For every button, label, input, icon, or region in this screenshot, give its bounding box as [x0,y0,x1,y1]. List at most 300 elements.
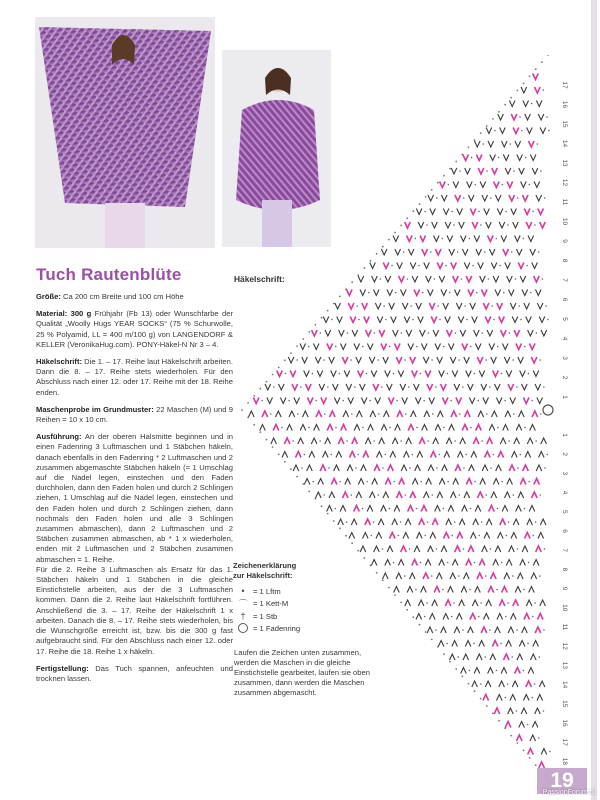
stitch-group-icon [517,155,527,161]
stitch-group-icon [526,600,536,606]
stitch-group-icon [350,452,360,458]
stitch-group-icon [371,371,377,377]
stitch-group-icon [408,506,418,512]
stitch-group-icon [445,222,455,228]
stitch-group-icon [422,249,432,255]
stitch-group-icon [470,303,476,309]
stitch-group-icon [485,317,495,323]
stitch-group-icon [449,249,459,255]
row-number-label: 6 [561,529,568,533]
stitch-group-icon [532,263,538,269]
stitch-group-icon [298,438,304,444]
stitch-group-icon [478,263,484,269]
stitch-group-icon [336,452,342,458]
stitch-group-icon [535,87,545,93]
row-number-label: 8 [561,258,568,263]
stitch-group-icon [377,452,387,458]
stitch-group-icon [389,303,395,309]
stitch-group-icon [523,101,533,107]
stitch-group-icon [387,290,397,296]
stitch-group-icon [432,519,438,525]
stitch-group-icon [434,236,444,242]
stitch-group-icon [383,492,389,498]
stitch-group-icon [500,519,510,525]
stitch-group-icon [427,627,437,633]
stitch-group-icon [504,357,514,363]
legend-heading: Zeichenerklärung zur Häkelschrift: [233,561,297,580]
edge-dot-icon [370,260,372,262]
stitch-group-icon [394,587,400,593]
stitch-group-icon [401,546,411,552]
stitch-group-icon [466,276,472,282]
stitch-group-icon [331,371,341,377]
stitch-group-icon [447,330,457,336]
stitch-group-icon [428,195,438,201]
stitch-group-icon [375,303,385,309]
stitch-group-icon [433,438,439,444]
stitch-group-icon [530,155,536,161]
stitch-group-icon [357,411,363,417]
stitch-group-icon [530,654,540,660]
stitch-group-icon [362,533,372,539]
stitch-group-icon [471,452,477,458]
edge-dot-icon [468,146,470,148]
stitch-group-icon [509,195,519,201]
edge-dot-icon [259,388,261,390]
stitch-group-icon [280,398,290,404]
row-number-label: 12 [561,642,568,650]
stitch-group-icon [461,587,471,593]
stitch-group-icon [515,668,525,674]
stitch-group-icon [524,614,534,620]
stitch-group-icon [284,438,294,444]
stitch-group-icon [341,425,347,431]
stitch-group-icon [412,371,422,377]
stitch-group-icon [533,74,539,80]
watermark-credit: PassionForum.ru [542,789,596,796]
stitch-group-icon [412,276,418,282]
stitch-group-icon [495,546,501,552]
stitch-group-icon [343,411,353,417]
stitch-group-icon [492,641,502,647]
stitch-group-icon [446,519,456,525]
stitch-group-icon [508,627,518,633]
stitch-group-icon [437,492,443,498]
stitch-group-icon [296,452,306,458]
stitch-group-icon [537,303,547,309]
row-number-label: 15 [561,120,568,128]
stitch-group-icon [500,438,510,444]
stitch-group-icon [529,506,535,512]
stitch-group-icon [373,384,383,390]
row-number-label: 16 [561,719,568,727]
stitch-group-icon [482,546,492,552]
edge-dot-icon [327,310,329,312]
stitch-group-icon [340,506,346,512]
stitch-group-icon [342,357,352,363]
edge-dot-icon [498,111,500,113]
edge-dot-icon [529,75,531,77]
stitch-group-icon [497,303,503,309]
row-number-label: 2 [561,375,568,380]
stitch-group-icon [354,425,364,431]
stitch-group-icon [472,222,482,228]
edge-dot-icon [388,587,390,589]
legend-symbol-icon: † [240,611,246,622]
stitch-group-icon [525,452,531,458]
stitch-group-icon [333,384,339,390]
stitch-group-icon [370,411,380,417]
row-number-label: 7 [561,278,568,282]
stitch-group-icon [480,479,486,485]
stitch-group-icon [458,317,468,323]
edge-dot-icon [351,542,353,544]
stitch-group-icon [304,479,314,485]
stitch-group-icon [541,330,547,336]
stitch-group-icon [475,506,481,512]
stitch-group-icon [491,492,497,498]
stitch-group-icon [435,344,445,350]
stitch-group-icon [404,317,414,323]
edge-dot-icon [241,409,243,411]
stitch-group-icon [348,303,358,309]
stitch-group-icon [535,290,541,296]
stitch-group-icon [483,303,493,309]
legend-note: Laufen die Zeichen unten zusammen, werden die Maschen in die gleiche Einstichstelle gearbeitet, laufen sie oben zusammen, dann werden die Maschen zusammen abgemascht. [234,648,370,697]
edge-dot-icon [364,267,366,269]
stitch-group-icon [405,519,411,525]
stitch-group-icon [512,317,522,323]
edge-dot-icon [431,639,433,641]
stitch-group-icon [318,479,324,485]
stitch-group-icon [379,330,385,336]
execution-paragraph-2: Für die 2. Reihe 3 Luftmaschen als Ersatz für das 1. Stäbchen häkeln und 1 Stäbchen in die gleiche Einstichstelle arbeiten, aus der die 3 Luftmaschen kommen. Dann die 2. Reihe laut Häkelschrift fortführen. Anschließend die 3. – 17. Reihe der Häkelschrift 1 x arbeiten. Danach die 8. – 17. Reihe stets wiederholen, bis die Wunschgröße erreicht ist, bzw. bis die 300 g fast aufgebraucht sind. Für den Abschluss nach einer 12. oder 17. Reihe die 18. Reihe 1 x häkeln. [36,564,233,656]
row-number-label: 14 [561,680,568,689]
stitch-group-icon [493,371,503,377]
material-paragraph: Material: 300 g Frühjahr (Fb 13) oder Wunschfarbe der Qualität „Woolly Hugs YEAR SOCKS“ (75 % Schurwolle, 25 % Polyamid, LL = 400 m/100 g) von LANGENDORF & KELLER (VeronikaHug.com). PONY-Häkel-N Nr 3 – 4. [36,309,233,349]
stitch-group-icon [423,573,433,579]
stitch-group-icon [400,290,406,296]
stitch-group-icon [339,330,349,336]
row-number-label: 5 [561,317,568,321]
stitch-group-icon [461,668,471,674]
stitch-group-icon [434,587,444,593]
stitch-group-icon [486,519,492,525]
stitch-group-icon [349,533,355,539]
stitch-group-icon [337,317,343,323]
stitch-group-icon [288,357,298,363]
stitch-group-icon [385,371,395,377]
row-number-label: 16 [561,100,568,109]
stitch-group-icon [502,587,508,593]
stitch-group-icon [455,546,465,552]
row-number-label: 11 [561,198,568,206]
edge-dot-icon [357,274,359,276]
stitch-group-icon [320,465,330,471]
stitch-group-icon [279,384,285,390]
edge-dot-icon [437,646,439,648]
stitch-group-icon [397,411,407,417]
stitch-group-icon [468,627,474,633]
stitch-group-icon [474,668,480,674]
stitch-group-icon [372,276,382,282]
stitch-group-icon [441,627,447,633]
stitch-group-icon [490,573,496,579]
stitch-group-icon [428,546,438,552]
row-number-label: 10 [561,604,568,612]
stitch-group-icon [392,519,402,525]
stitch-group-icon [513,600,519,606]
stitch-group-icon [462,344,472,350]
stitch-group-icon [334,465,340,471]
stitch-group-icon [363,452,369,458]
stitch-group-icon [522,195,528,201]
stitch-group-icon [382,573,388,579]
stitch-group-icon [340,344,346,350]
stitch-group-icon [522,627,528,633]
stitch-group-icon [513,128,523,134]
edge-dot-icon [327,513,329,515]
stitch-group-icon [385,479,395,485]
stitch-group-icon [317,371,323,377]
page-edge-strip [591,0,597,800]
stitch-group-icon [505,722,511,728]
stitch-group-icon [408,249,414,255]
stitch-group-icon [483,398,489,404]
row-number-label: 8 [561,567,568,572]
stitch-group-icon [307,398,317,404]
stitch-group-icon [425,371,431,377]
stitch-group-icon [439,371,449,377]
stitch-group-icon [421,587,427,593]
stitch-group-icon [501,330,511,336]
stitch-group-icon [370,263,376,269]
stitch-group-icon [520,479,530,485]
row-number-label: 9 [561,586,568,591]
stitch-group-icon [495,290,505,296]
stitch-group-icon [489,506,499,512]
stitch-group-icon [452,641,458,647]
stitch-group-icon [424,411,434,417]
stitch-group-icon [537,695,543,701]
stitch-group-icon [374,546,384,552]
row-number-label: 7 [561,548,568,553]
stitch-group-icon [377,317,387,323]
stitch-group-icon [451,263,457,269]
stitch-group-icon [538,533,544,539]
stitch-group-icon [501,236,507,242]
edge-dot-icon [339,528,341,530]
stitch-group-icon [496,695,506,701]
edge-dot-icon [290,468,292,470]
row-number-label: 1 [561,395,568,399]
stitch-group-icon [430,209,436,215]
stitch-group-icon [358,371,368,377]
stitch-group-icon [485,452,495,458]
stitch-group-icon [536,546,546,552]
stitch-group-icon [521,708,527,714]
stitch-group-icon [534,479,540,485]
edge-dot-icon [321,317,323,319]
row-number-label: 9 [561,239,568,243]
stitch-group-icon [426,479,432,485]
stitch-group-icon [473,438,483,444]
stitch-group-icon [478,411,488,417]
stitch-group-icon [424,263,430,269]
stitch-group-icon [503,249,513,255]
stitch-group-icon [427,290,433,296]
stitch-group-icon [520,560,530,566]
stitch-group-icon [497,533,507,539]
stitch-group-icon [429,614,435,620]
stitch-group-icon [462,506,472,512]
stitch-group-icon [530,425,536,431]
stitch-group-icon [477,492,487,498]
stitch-group-icon [505,168,515,174]
row-number-label: 18 [561,757,568,766]
stitch-group-icon [393,236,399,242]
stitch-group-icon [372,479,378,485]
stitch-group-icon [249,411,255,417]
stitch-group-icon [463,654,469,660]
legend-label: = 1 Lftm [253,586,281,596]
stitch-group-icon [492,411,498,417]
stitch-group-icon [491,357,497,363]
stitch-group-icon [399,276,409,282]
stitch-group-icon [430,533,436,539]
stitch-group-icon [302,357,308,363]
stitch-group-icon [488,587,498,593]
finish-paragraph: Fertigstellung: Das Tuch spannen, anfeuchten und trocknen lassen. [36,663,233,683]
stitch-group-icon [493,560,503,566]
stitch-group-icon [482,465,492,471]
stitch-group-icon [520,276,526,282]
stitch-group-icon [490,654,496,660]
stitch-group-icon [533,641,539,647]
edge-dot-icon [253,395,255,397]
stitch-group-icon [457,533,463,539]
stitch-group-icon [416,533,426,539]
stitch-group-icon [427,384,437,390]
stitch-group-icon [419,438,429,444]
stitch-group-icon [516,344,526,350]
edge-dot-icon [345,288,347,290]
stitch-group-icon [441,195,447,201]
stitch-group-icon [327,344,337,350]
stitch-group-icon [345,479,351,485]
stitch-group-icon [365,519,375,525]
stitch-group-icon [262,411,272,417]
stitch-group-icon [469,465,475,471]
stitch-group-icon [523,465,529,471]
stitch-group-icon [391,317,397,323]
stitch-group-icon [489,344,499,350]
stitch-group-icon [499,317,505,323]
stitch-group-icon [522,546,528,552]
stitch-group-icon [448,344,454,350]
stitch-group-icon [465,411,471,417]
stitch-group-icon [535,384,545,390]
chart-paragraph: Häkelschrift: Die 1. – 17. Reihe laut Häkelschrift arbeiten. Dann die 8. – 17. Reihe stets wiederholen. Für den Abschluss nach einer 12. oder 17. Reihe mit der 18. Reihe enden. [36,357,233,397]
stitch-group-icon [379,438,385,444]
stitch-group-icon [540,222,546,228]
stitch-group-icon [346,384,356,390]
stitch-group-icon [314,425,320,431]
stitch-group-icon [511,533,517,539]
stitch-group-icon [407,587,417,593]
stitch-group-icon [344,371,350,377]
stitch-group-icon [486,222,492,228]
stitch-group-icon [509,101,515,107]
stitch-group-icon [526,317,532,323]
stitch-group-icon [383,263,393,269]
stitch-group-icon [351,519,357,525]
edge-dot-icon [517,90,519,92]
stitch-group-icon [524,303,530,309]
row-number-label: 13 [561,661,568,670]
row-number-label: 2 [561,452,568,457]
stitch-group-icon [458,452,468,458]
stitch-group-icon [360,290,370,296]
stitch-group-icon [513,519,519,525]
stitch-group-icon [495,384,501,390]
edge-dot-icon [394,594,396,596]
stitch-group-icon [425,560,431,566]
stitch-group-icon [514,330,520,336]
stitch-group-icon [392,438,402,444]
legend-item [233,623,383,636]
stitch-group-icon [454,627,464,633]
stitch-group-icon [501,668,507,674]
stitch-group-icon [505,263,511,269]
stitch-group-icon [378,519,384,525]
stitch-group-icon [361,465,367,471]
stitch-group-icon [309,452,315,458]
edge-dot-icon [498,720,500,722]
stitch-group-icon [282,452,288,458]
stitch-group-icon [397,263,403,269]
edge-dot-icon [394,232,396,234]
edge-dot-icon [247,417,249,419]
edge-dot-icon [284,359,286,361]
article-title: Tuch Rautenblüte [36,265,182,284]
edge-dot-icon [480,698,482,700]
stitch-group-icon [356,357,362,363]
stitch-group-icon [415,398,425,404]
stitch-group-icon [515,236,525,242]
stitch-group-icon [450,573,460,579]
stitch-group-icon [271,438,277,444]
stitch-group-icon [483,614,489,620]
stitch-group-icon [445,317,451,323]
stitch-group-icon [479,371,485,377]
stitch-group-icon [528,141,538,147]
magic-ring-icon [543,405,553,415]
row-number-label: 17 [561,738,568,746]
stitch-group-icon [464,357,470,363]
stitch-group-icon [515,141,521,147]
stitch-group-icon [478,168,488,174]
stitch-group-icon [470,209,480,215]
stitch-group-icon [472,600,482,606]
edge-dot-icon [504,727,506,729]
edge-dot-icon [333,303,335,305]
model-shawl-spread-photo [35,17,215,248]
edge-dot-icon [504,104,506,106]
row-number-label: 13 [561,159,568,167]
row-number-label: 3 [561,356,568,360]
stitch-group-icon [315,357,325,363]
